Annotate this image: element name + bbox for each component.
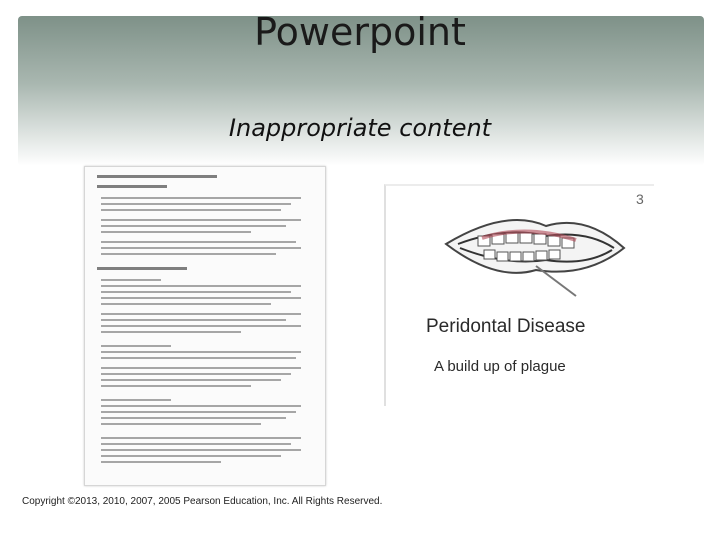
svg-text:3: 3	[636, 191, 644, 207]
slide-subtitle: Inappropriate content	[228, 114, 492, 142]
slide-title: Powerpoint	[254, 10, 466, 54]
copyright-text: Copyright ©2013, 2010, 2007, 2005 Pearson Education, Inc. All Rights Reserved.	[22, 496, 383, 507]
scanned-document-image	[84, 166, 326, 486]
ad-subtitle-text: A build up of plague	[434, 358, 566, 375]
ad-title-text: Peridontal Disease	[426, 316, 586, 337]
teeth-illustration	[386, 186, 654, 306]
